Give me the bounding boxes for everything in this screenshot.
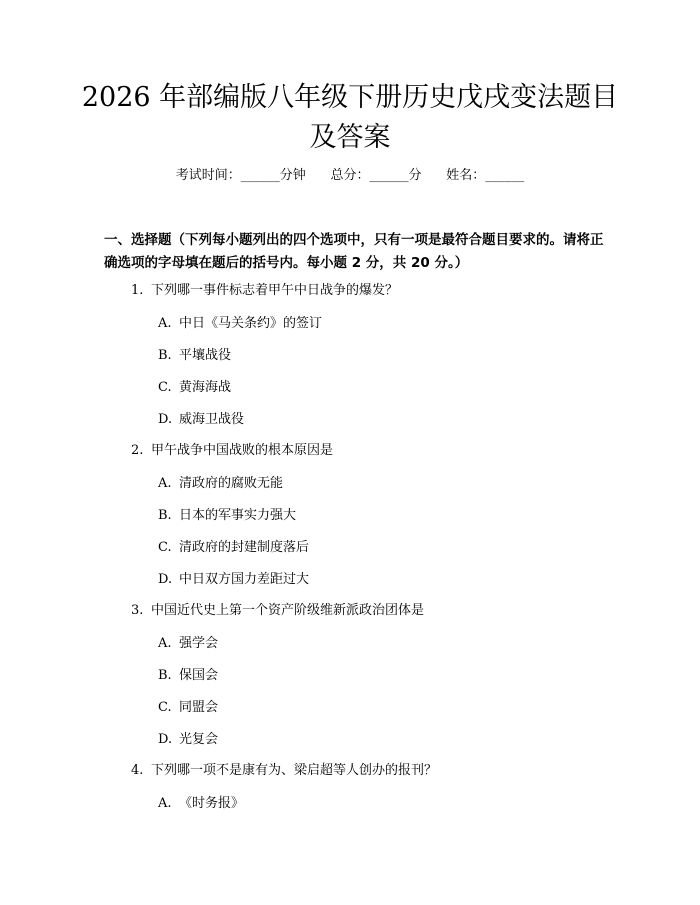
title-line-2: 及答案 [309,122,391,153]
option-letter: C. [158,380,172,395]
option-1b [158,346,231,366]
question-text: 下列哪一事件标志着甲午中日战争的爆发？ [151,283,399,298]
option-text: 中日双方国力差距过大 [179,572,310,587]
option-2a [158,474,283,494]
option-1a [158,314,322,334]
option-3c [158,698,218,718]
question-1 [131,281,398,301]
question-3 [131,601,424,621]
option-letter: D. [158,412,173,427]
question-number: 3. [131,603,144,618]
option-text: 清政府的腐败无能 [179,476,284,491]
option-text: 清政府的封建制度落后 [179,540,310,555]
option-1c [158,378,231,398]
option-text: 《时务报》 [179,796,245,811]
option-text: 日本的军事实力强大 [179,508,297,523]
question-number: 1. [131,283,144,298]
question-text: 下列哪一项不是康有为、梁启超等人创办的报刊？ [151,763,438,778]
option-text: 威海卫战役 [179,412,245,427]
question-number: 4. [131,763,144,778]
option-letter: C. [158,700,172,715]
document-title [80,78,620,158]
question-4 [131,761,437,781]
option-text: 光复会 [179,732,219,747]
option-text: 强学会 [179,636,219,651]
option-text: 黄海海战 [179,380,232,395]
option-letter: D. [158,732,173,747]
option-letter: A. [158,476,172,491]
option-3d [158,730,218,750]
option-4a [158,794,244,814]
question-number: 2. [131,443,144,458]
option-3b [158,666,218,686]
option-letter: A. [158,796,172,811]
option-letter: D. [158,572,173,587]
option-2c [158,538,309,558]
question-text: 中国近代史上第一个资产阶级维新派政治团体是 [151,603,425,618]
title-line-1: 2026 年部编版八年级下册历史戊戌变法题目 [81,82,619,113]
option-text: 同盟会 [179,700,219,715]
option-2b [158,506,296,526]
option-1d [158,410,244,430]
question-text: 甲午战争中国战败的根本原因是 [151,443,334,458]
option-text: 中日《马关条约》的签订 [179,316,323,331]
option-text: 平壤战役 [179,348,232,363]
option-3a [158,634,218,654]
option-letter: C. [158,540,172,555]
question-2 [131,441,333,461]
section-heading: 一、选择题（下列每小题列出的四个选项中，只有一项是最符合题目要求的。请将正确选项的字母填在题后的括号内。每小题 2 分，共 20 分。） [104,232,604,271]
option-letter: B. [158,348,172,363]
option-text: 保国会 [179,668,219,683]
option-2d [158,570,309,590]
option-letter: A. [158,636,172,651]
option-letter: A. [158,316,172,331]
exam-info-line: 考试时间：______分钟 总分：______分 姓名：______ [175,168,525,183]
option-letter: B. [158,668,172,683]
option-letter: B. [158,508,172,523]
